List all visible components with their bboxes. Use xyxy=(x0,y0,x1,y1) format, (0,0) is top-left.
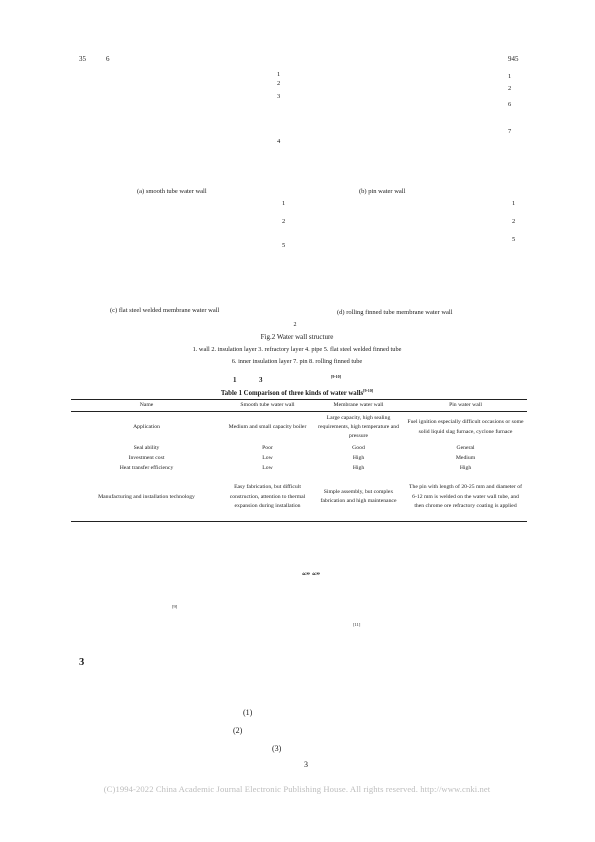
volume-number: 35 xyxy=(79,55,86,63)
table-header-name: Name xyxy=(71,400,222,412)
table-cell: Medium and small capacity boiler xyxy=(228,424,307,431)
fig-b-label-6: 6 xyxy=(508,101,512,108)
table-cell: Application xyxy=(133,424,160,431)
fig-b-caption: (b) pin water wall xyxy=(359,188,406,195)
fig-b-label-1: 1 xyxy=(508,73,512,80)
table-row xyxy=(71,412,527,444)
table-cell: Heat transfer efficiency xyxy=(119,464,174,471)
figure-legend-line-2: 6. inner insulation layer 7. pin 8. rolling finned tube xyxy=(231,358,363,365)
table-row xyxy=(71,464,527,474)
fig-b-label-7: 7 xyxy=(508,128,512,135)
page-number-header: 945 xyxy=(508,55,519,63)
table-cell: High xyxy=(459,464,472,471)
fig-a-label-4: 4 xyxy=(277,138,281,145)
table-cell: Good xyxy=(352,444,365,451)
list-item-2: (2) xyxy=(233,726,243,735)
fig-d-label-2: 2 xyxy=(512,218,516,225)
table-header-row xyxy=(71,400,527,412)
fig-b-label-2: 2 xyxy=(508,85,512,92)
table-marker-left: 1 xyxy=(233,376,237,384)
table-row xyxy=(71,454,527,464)
table-cell: Simple assembly, but complex fabrication and high maintenance xyxy=(320,488,397,505)
reference-11: [11] xyxy=(353,622,361,627)
fig-a-label-1: 1 xyxy=(277,71,281,78)
table-cell: Investment cost xyxy=(128,454,165,461)
table-marker-right: 3 xyxy=(259,376,263,384)
figure-legend-line-1: 1. wall 2. insulation layer 3. refractory layer 4. pipe 5. flat steel welded finned tube xyxy=(192,346,402,353)
fig-a-label-2: 2 xyxy=(277,80,281,87)
table-cell: General xyxy=(456,444,475,451)
table-row xyxy=(71,474,527,522)
table-cell: Seal ability xyxy=(133,444,160,451)
fig-c-label-1: 1 xyxy=(282,200,286,207)
table-cell: Low xyxy=(262,454,273,461)
comparison-table xyxy=(71,399,527,522)
copyright-footer: (C)1994-2022 China Academic Journal Electronic Publishing House. All rights reserved. http://www.cnki.net xyxy=(103,784,491,794)
section-number: 3 xyxy=(79,657,85,668)
fig-a-label-3: 3 xyxy=(277,93,281,100)
table-cell: Large capacity, high sealing requirements, high temperature and pressure xyxy=(318,414,399,440)
figure-title: Fig.2 Water wall structure xyxy=(260,333,334,341)
fig-d-label-1: 1 xyxy=(512,200,516,207)
table-header-pin: Pin water wall xyxy=(404,400,527,412)
issue-number: 6 xyxy=(106,55,110,63)
table-cell: Low xyxy=(262,464,273,471)
table-cell: Manufacturing and installation technology xyxy=(98,493,195,500)
table-header-membrane: Membrane water wall xyxy=(313,400,404,412)
table-cell: Medium xyxy=(455,454,476,461)
table-title-ref: [9-10] xyxy=(363,388,374,393)
table-cell: High xyxy=(352,464,365,471)
table-cell: Poor xyxy=(262,444,273,451)
fig-a-caption: (a) smooth tube water wall xyxy=(137,188,207,195)
fig-c-caption: (c) flat steel welded membrane water wall xyxy=(110,307,220,314)
table-cell: High xyxy=(352,454,365,461)
list-item-3: (3) xyxy=(272,744,282,753)
table-header-smooth-tube: Smooth tube water wall xyxy=(222,400,313,412)
table-row xyxy=(71,444,527,454)
table-marker-ref: [9-10] xyxy=(331,374,341,379)
table-cell: Fuel ignition especially difficult occasions or some solid liquid slag furnace, cyclone furnace xyxy=(407,419,524,435)
table-cell: Easy fabrication, but difficult construction, attention to thermal expansion during installation xyxy=(229,484,306,509)
list-item-1: (1) xyxy=(243,708,253,717)
fig-c-label-5: 5 xyxy=(282,242,286,249)
figure-number-mark: 2 xyxy=(293,322,297,328)
reference-9: [9] xyxy=(172,604,178,609)
quotation-marks: “” “” xyxy=(302,571,320,580)
body-page-mark: 3 xyxy=(304,760,308,769)
table-title-text: Table 1 Comparison of three kinds of water walls xyxy=(220,390,364,397)
table-title xyxy=(221,388,373,397)
fig-c-label-2: 2 xyxy=(282,218,286,225)
table-cell: The pin with length of 20-25 mm and diameter of 6-12 mm is welded on the water wall tube, and then chrome ore refractory coating is applied xyxy=(409,484,522,509)
fig-d-caption: (d) rolling finned tube membrane water wall xyxy=(337,309,453,316)
fig-d-label-5: 5 xyxy=(512,236,516,243)
